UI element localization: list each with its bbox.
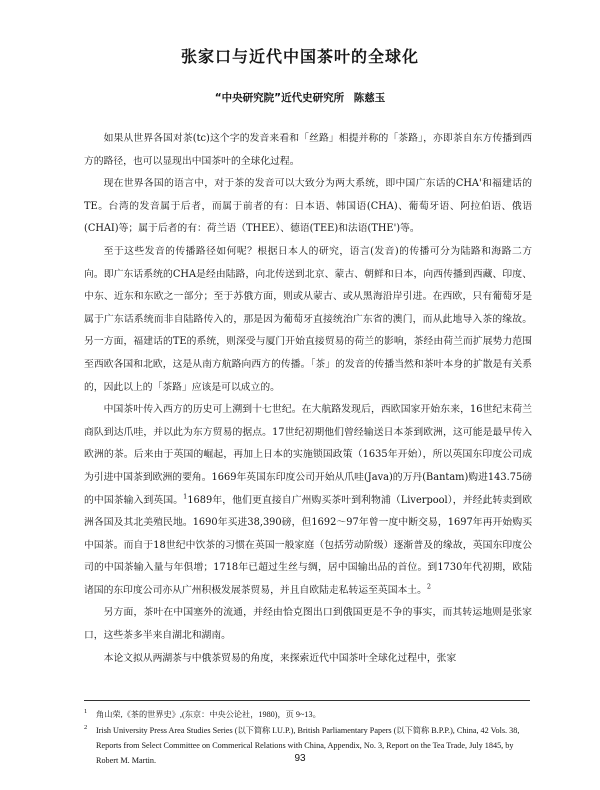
author-affiliation: “中央研究院”近代史研究所 bbox=[214, 92, 345, 104]
paragraph-thesis: 本论文拟从两湖茶与中俄茶贸易的角度，来探索近代中国茶叶全球化过程中，张家 bbox=[103, 652, 457, 664]
article-title: 张家口与近代中国茶叶的全球化 bbox=[180, 47, 419, 66]
footnote-item bbox=[84, 707, 530, 722]
paragraph-tea-route: 至于这些发音的传播路径如何呢？根据日本人的研究，语言(发音)的传播可分为陆路和海路二方向。即广东话系统的CHA是经由陆路，向北传送到北京、蒙古、朝鲜和日本，向西传播到西藏、印度、中东、近东和东欧之一部分；至于苏俄方面，则或从蒙古、或从黑海沿岸引进。在西欧，只有葡萄牙是属于广东话系统而非自陆路传入的，那是因为葡萄牙直接统治广东省的澳门，而从此地导入茶的缘故。另一方面，福建话的TE的系统，则深受与厦门开始直接贸易的荷兰的影响，茶经由荷兰而扩展势力范围至西欧各国和北欧，这是从南方航路向西方的传播。「茶」的发音的传播当然和茶叶本身的扩散是有关系的，因此以上的「茶路」应该是可以成立的。 bbox=[84, 245, 532, 393]
article-body bbox=[84, 128, 532, 670]
paragraph-zhangjiakou: 另方面，茶叶在中国塞外的流通，并经由恰克图出口到俄国更是不争的事实，而其转运地则是张家口，这些茶多半来自湖北和湖南。 bbox=[84, 607, 532, 642]
paragraph-history-cont: 1689年，他们更直接自广州购买茶叶到利物浦（Liverpool），并经此转卖到欧洲各国及其北美殖民地。1690年买进38,390磅，但1692～97年曾一度中断交易，1697年再开始购买中国茶。而自于18世纪中饮茶的习惯在英国一般家庭（包括劳动阶级）逐渐普及的缘故，英国东印度公司的中国茶输入量与年俱增；1718年已超过生丝与绸，居中国输出品的首位。到1730年代初期，欧陆诸国的东印度公司亦从广州积极发展茶贸易，并且自欧陆走私转运至英国本土。 bbox=[84, 494, 532, 596]
paragraph-intro: 如果从世界各国对茶(tc)这个字的发音来看和「丝路」相提并称的「茶路」，亦即茶自东方传播到西方的路径，也可以显现出中国茶叶的全球化过程。 bbox=[84, 133, 532, 167]
footnote-number: 1 bbox=[84, 708, 88, 715]
page-number: 93 bbox=[294, 753, 306, 764]
footnote-ref-1[interactable]: 1 bbox=[183, 492, 188, 501]
footnote-text: Irish University Press Area Studies Series (以下简称 I.U.P.), British Parliamentary Papers (以下简称 B.P.P.), China, 42 Vols. 38, Reports from Select Committee on Commerical Relations with China, Appendix, No. 3, Report on the Tea Trade, July 1845, by Robert M. Martin. bbox=[96, 726, 520, 765]
author-name: 陈慈玉 bbox=[353, 92, 386, 104]
footnote-number: 2 bbox=[84, 724, 88, 731]
paragraph-pronunciation: 现在世界各国的语言中，对于茶的发音可以大致分为两大系统，即中国广东话的CHA'和福建话的TE。台湾的发音属于后者，而属于前者的有：日本语、韩国语(CHA)、葡萄牙语、阿拉伯语、俄语(CHAI)等；属于后者的有：荷兰语（THEE）、德语(TEE)和法语(THE')等。 bbox=[84, 178, 532, 235]
author-byline bbox=[0, 90, 600, 105]
paragraph-history bbox=[84, 399, 532, 602]
footnote-ref-2[interactable]: 2 bbox=[426, 582, 432, 591]
footnote-text: 角山荣,《茶的世界史》,(东京：中央公论社，1980)，页 9~13。 bbox=[96, 710, 321, 719]
paragraph-history-text: 中国茶叶传入西方的历史可上溯到十七世纪。在大航路发现后，西欧国家开始东来，16世纪末荷兰商队到达爪哇，并以此为东方贸易的据点。17世纪初期他们曾经输送日本茶到欧洲，这可能是最早传入欧洲的茶。后来由于英国的崛起，再加上日本的实施锁国政策（1635年开始），所以英国东印度公司成为引进中国茶到欧洲的要角。1669年英国东印度公司开始从爪哇(Java)的万丹(Bantam)购进143.75磅的中国茶输入到英国。 bbox=[84, 404, 532, 506]
